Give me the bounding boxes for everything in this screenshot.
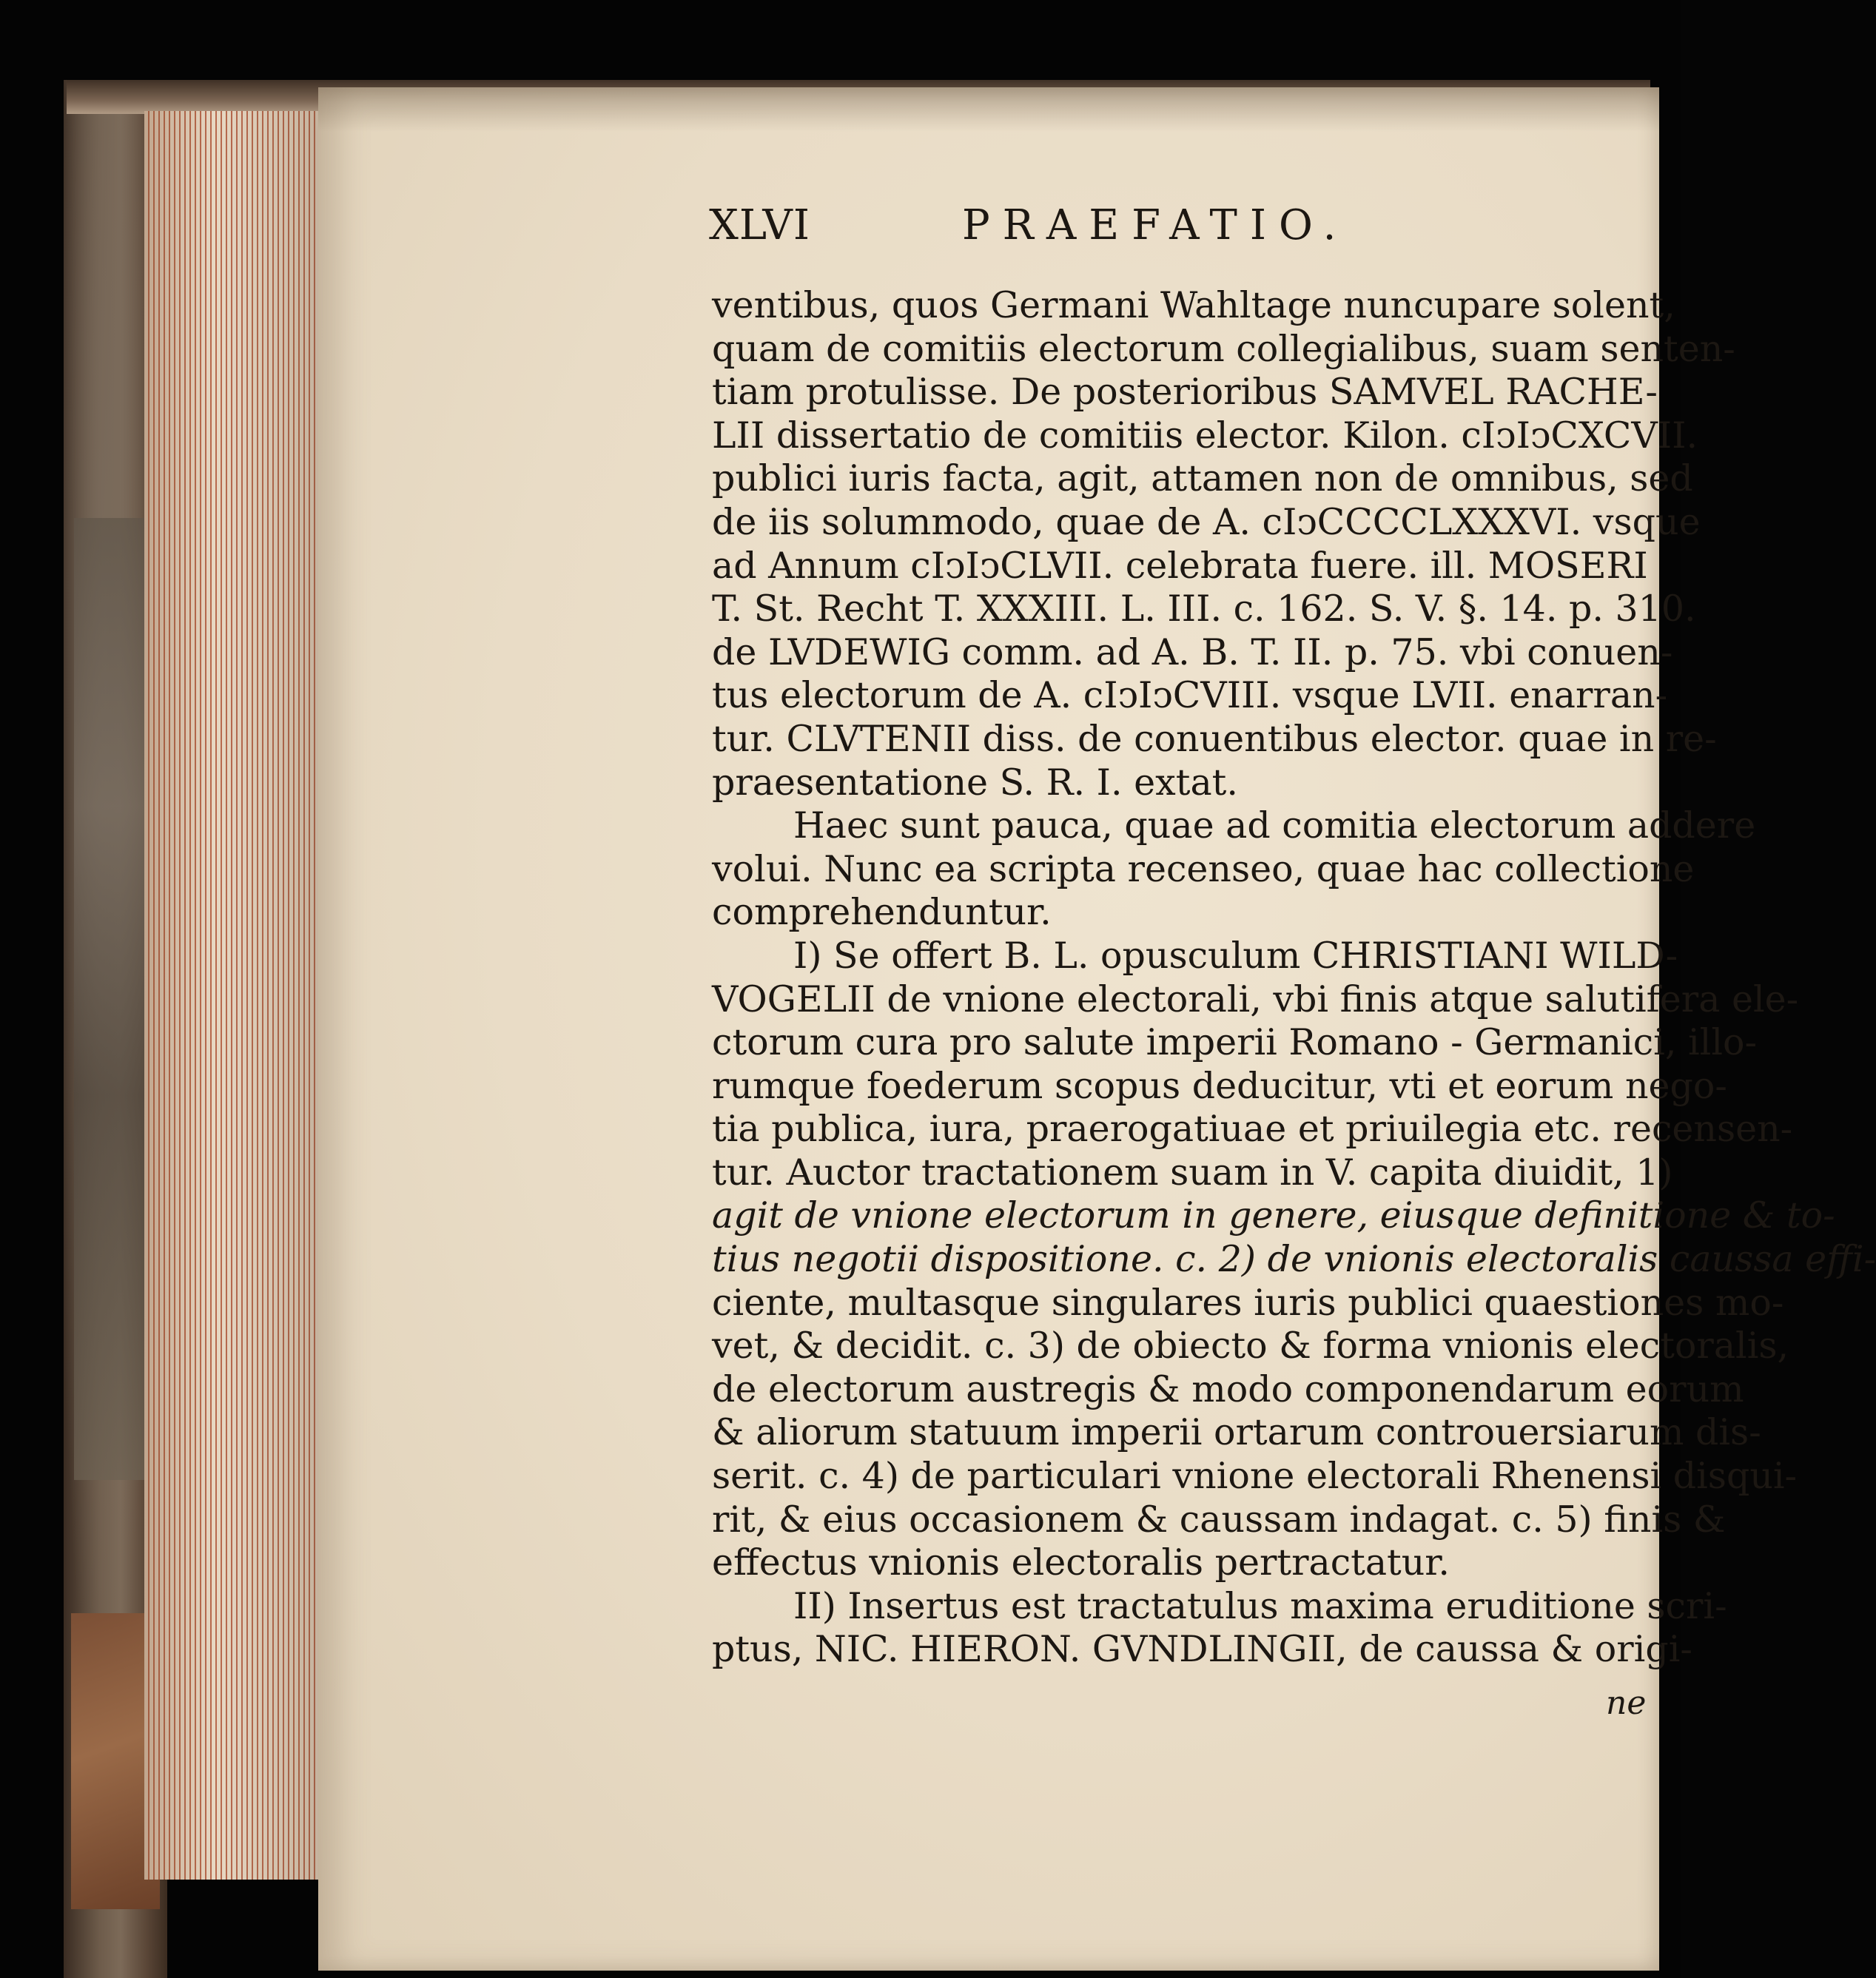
text-line: tiam protulisse. De posterioribus SAMVEL RACHE- [712, 371, 1658, 414]
text-line: ciente, multasque singulares iuris publici quaestiones mo- [712, 1281, 1784, 1324]
page-top-shadow [318, 87, 1659, 132]
text-line: de electorum austregis & modo componendarum eorum [712, 1368, 1744, 1410]
text-line: tia publica, iura, praerogatiuae et priuilegia etc. recensen- [712, 1108, 1793, 1151]
catchword: ne [1606, 1684, 1647, 1722]
text-line: ctorum cura pro salute imperii Romano - Germanici, illo- [712, 1021, 1758, 1064]
text-line: tur. Auctor tractationem suam in V. capita diuidit, 1) [712, 1151, 1673, 1194]
text-line: publici iuris facta, agit, attamen non de omnibus, sed [712, 457, 1693, 500]
text-line: ptus, NIC. HIERON. GVNDLINGII, de caussa & origi- [712, 1628, 1692, 1671]
text-line: serit. c. 4) de particulari vnione electorali Rhenensi disqui- [712, 1455, 1798, 1498]
text-line: I) Se offert B. L. opusculum CHRISTIANI WILD- [793, 934, 1678, 977]
text-line: vet, & decidit. c. 3) de obiecto & forma vnionis electoralis, [712, 1325, 1789, 1368]
text-line: de iis solummodo, quae de A. cIↄCCCCLXXXVI. vsque [712, 500, 1701, 543]
text-line: VOGELII de vnione electorali, vbi finis atque salutifera ele- [712, 978, 1799, 1020]
text-line: rumque foederum scopus deducitur, vti et eorum nego- [712, 1064, 1727, 1107]
text-line: rit, & eius occasionem & caussam indagat. c. 5) finis & [712, 1498, 1726, 1541]
text-line: ad Annum cIↄIↄCLVII. celebrata fuere. ill. MOSERI [712, 544, 1648, 587]
text-body [712, 284, 1876, 1672]
running-head-title: PRAEFATIO. [962, 201, 1349, 249]
text-line: volui. Nunc ea scripta recenseo, quae hac collectione [712, 847, 1695, 890]
text-line: & aliorum statuum imperii ortarum controuersiarum dis- [712, 1411, 1761, 1454]
page-edges-shade [144, 111, 322, 1880]
text-line: agit de vnione electorum in genere, eiusque definitione & to- [712, 1194, 1835, 1237]
text-line: praesentatione S. R. I. extat. [712, 761, 1238, 804]
text-line: tur. CLVTENII diss. de conuentibus elector. quae in re- [712, 717, 1717, 760]
text-line: de LVDEWIG comm. ad A. B. T. II. p. 75. vbi conuen- [712, 630, 1673, 673]
cover-marbled-paper [74, 518, 155, 1480]
text-line: T. St. Recht T. XXXIII. L. III. c. 162. S. V. §. 14. p. 310. [712, 588, 1696, 630]
text-line: comprehenduntur. [712, 891, 1052, 934]
text-line: ventibus, quos Germani Wahltage nuncupare solent, [712, 284, 1675, 326]
text-line: quam de comitiis electorum collegialibus, suam senten- [712, 327, 1735, 370]
text-line: II) Insertus est tractatulus maxima eruditione scri- [793, 1584, 1727, 1627]
text-line: effectus vnionis electoralis pertractatur. [712, 1541, 1450, 1584]
text-line: tius negotii dispositione. c. 2) de vnionis electoralis caussa effi- [712, 1238, 1876, 1281]
text-line: tus electorum de A. cIↄIↄCVIII. vsque LVII. enarran- [712, 674, 1668, 717]
text-line: LII dissertatio de comitiis elector. Kilon. cIↄIↄCXCVII. [712, 414, 1698, 457]
text-line: Haec sunt pauca, quae ad comitia electorum addere [793, 804, 1756, 847]
page-number: XLVI [709, 201, 810, 249]
